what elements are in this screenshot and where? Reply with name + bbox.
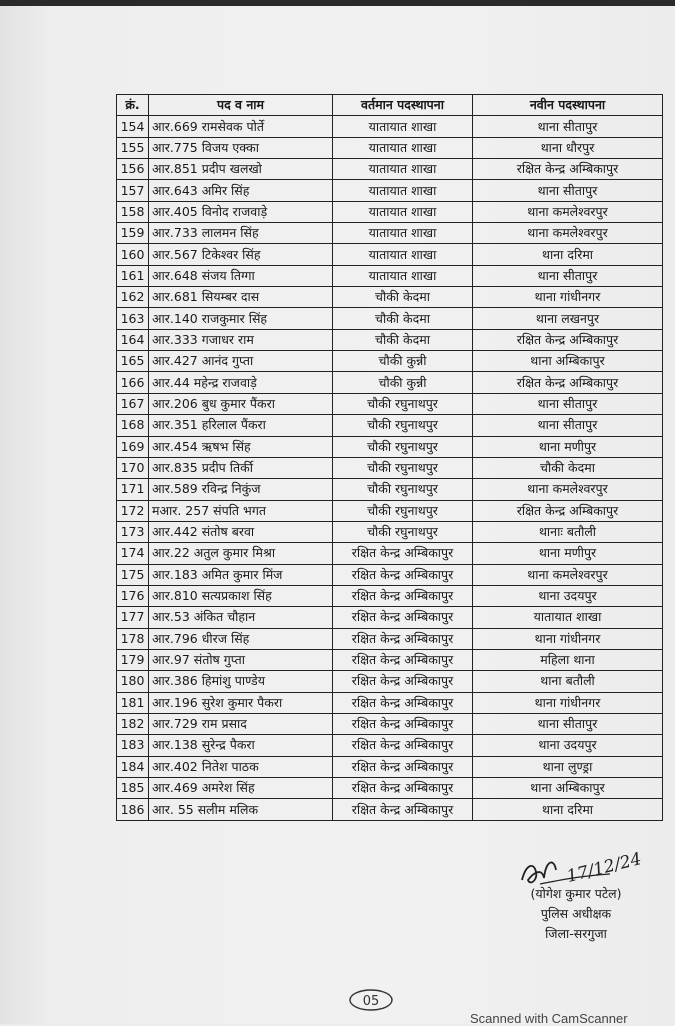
table-row: [117, 372, 663, 393]
serial-no-cell: 172: [117, 500, 149, 521]
new-posting-cell: थाना सीतापुर: [473, 116, 663, 137]
serial-no-cell: 162: [117, 287, 149, 308]
new-posting-cell: थाना सीतापुर: [473, 265, 663, 286]
new-posting-cell: रक्षित केन्द्र अम्बिकापुर: [473, 159, 663, 180]
table-row: [117, 585, 663, 606]
table-row: [117, 137, 663, 158]
table-row: [117, 799, 663, 820]
current-posting-cell: यातायात शाखा: [333, 223, 473, 244]
new-posting-cell: थाना गांधीनगर: [473, 692, 663, 713]
table-row: [117, 415, 663, 436]
serial-no-cell: 156: [117, 159, 149, 180]
post-name-cell: आर.138 सुरेन्द्र पैकरा: [149, 735, 333, 756]
serial-no-cell: 185: [117, 778, 149, 799]
table-row: [117, 329, 663, 350]
serial-no-cell: 174: [117, 543, 149, 564]
serial-no-cell: 179: [117, 649, 149, 670]
transfer-table: [116, 94, 663, 821]
current-posting-cell: यातायात शाखा: [333, 265, 473, 286]
post-name-cell: आर.405 विनोद राजवाड़े: [149, 201, 333, 222]
table-row: [117, 223, 663, 244]
serial-no-cell: 178: [117, 628, 149, 649]
serial-no-cell: 180: [117, 671, 149, 692]
new-posting-cell: थाना धौरपुर: [473, 137, 663, 158]
officer-designation: पुलिस अधीक्षक: [540, 906, 612, 921]
post-name-cell: आर.729 राम प्रसाद: [149, 713, 333, 734]
new-posting-cell: थाना अम्बिकापुर: [473, 778, 663, 799]
current-posting-cell: रक्षित केन्द्र अम्बिकापुर: [333, 735, 473, 756]
post-name-cell: आर.643 अमिर सिंह: [149, 180, 333, 201]
table-row: [117, 735, 663, 756]
table-row: [117, 201, 663, 222]
officer-name: (योगेश कुमार पटेल): [530, 886, 622, 901]
current-posting-cell: चौकी रघुनाथपुर: [333, 457, 473, 478]
post-name-cell: आर.796 धीरज सिंह: [149, 628, 333, 649]
post-name-cell: आर.196 सुरेश कुमार पैकरा: [149, 692, 333, 713]
post-name-cell: आर.669 रामसेवक पोर्ते: [149, 116, 333, 137]
post-name-cell: आर.454 ऋषभ सिंह: [149, 436, 333, 457]
current-posting-cell: रक्षित केन्द्र अम्बिकापुर: [333, 564, 473, 585]
current-posting-cell: रक्षित केन्द्र अम्बिकापुर: [333, 585, 473, 606]
new-posting-cell: रक्षित केन्द्र अम्बिकापुर: [473, 372, 663, 393]
new-posting-cell: थाना सीतापुर: [473, 713, 663, 734]
new-posting-cell: थानाः बतौली: [473, 521, 663, 542]
new-posting-cell: रक्षित केन्द्र अम्बिकापुर: [473, 500, 663, 521]
new-posting-cell: थाना कमलेश्वरपुर: [473, 564, 663, 585]
header-post-and-name: पद व नाम: [149, 95, 333, 116]
new-posting-cell: थाना अम्बिकापुर: [473, 351, 663, 372]
current-posting-cell: रक्षित केन्द्र अम्बिकापुर: [333, 692, 473, 713]
table-row: [117, 778, 663, 799]
table-row: [117, 671, 663, 692]
table-row: [117, 265, 663, 286]
new-posting-cell: महिला थाना: [473, 649, 663, 670]
scanner-watermark: Scanned with CamScanner: [470, 1011, 628, 1026]
table-header-row: [117, 95, 663, 116]
serial-no-cell: 171: [117, 479, 149, 500]
serial-no-cell: 175: [117, 564, 149, 585]
table-row: [117, 607, 663, 628]
post-name-cell: आर.442 संतोष बरवा: [149, 521, 333, 542]
table-row: [117, 479, 663, 500]
current-posting-cell: चौकी केदमा: [333, 287, 473, 308]
post-name-cell: आर.351 हरिलाल पैंकरा: [149, 415, 333, 436]
new-posting-cell: थाना कमलेश्वरपुर: [473, 479, 663, 500]
serial-no-cell: 173: [117, 521, 149, 542]
table-row: [117, 543, 663, 564]
post-name-cell: आर.775 विजय एक्का: [149, 137, 333, 158]
signature-block: [496, 884, 656, 944]
table-row: [117, 287, 663, 308]
new-posting-cell: थाना गांधीनगर: [473, 287, 663, 308]
new-posting-cell: यातायात शाखा: [473, 607, 663, 628]
serial-no-cell: 161: [117, 265, 149, 286]
new-posting-cell: थाना मणीपुर: [473, 436, 663, 457]
serial-no-cell: 154: [117, 116, 149, 137]
table-row: [117, 500, 663, 521]
new-posting-cell: थाना कमलेश्वरपुर: [473, 201, 663, 222]
post-name-cell: आर. 55 सलीम मलिक: [149, 799, 333, 820]
serial-no-cell: 163: [117, 308, 149, 329]
current-posting-cell: चौकी केदमा: [333, 329, 473, 350]
serial-no-cell: 166: [117, 372, 149, 393]
new-posting-cell: चौकी केदमा: [473, 457, 663, 478]
new-posting-cell: थाना गांधीनगर: [473, 628, 663, 649]
table-row: [117, 116, 663, 137]
post-name-cell: आर.333 गजाधर राम: [149, 329, 333, 350]
serial-no-cell: 182: [117, 713, 149, 734]
table-row: [117, 351, 663, 372]
serial-no-cell: 165: [117, 351, 149, 372]
serial-no-cell: 170: [117, 457, 149, 478]
current-posting-cell: रक्षित केन्द्र अम्बिकापुर: [333, 607, 473, 628]
current-posting-cell: चौकी रघुनाथपुर: [333, 479, 473, 500]
table-row: [117, 180, 663, 201]
serial-no-cell: 157: [117, 180, 149, 201]
post-name-cell: आर.140 राजकुमार सिंह: [149, 308, 333, 329]
current-posting-cell: चौकी कुन्नी: [333, 372, 473, 393]
serial-no-cell: 177: [117, 607, 149, 628]
table-row: [117, 393, 663, 414]
serial-no-cell: 167: [117, 393, 149, 414]
new-posting-cell: थाना उदयपुर: [473, 585, 663, 606]
serial-no-cell: 183: [117, 735, 149, 756]
new-posting-cell: थाना सीतापुर: [473, 393, 663, 414]
new-posting-cell: रक्षित केन्द्र अम्बिकापुर: [473, 329, 663, 350]
post-name-cell: आर.469 अमरेश सिंह: [149, 778, 333, 799]
new-posting-cell: थाना दरिमा: [473, 799, 663, 820]
current-posting-cell: चौकी रघुनाथपुर: [333, 436, 473, 457]
table-row: [117, 521, 663, 542]
new-posting-cell: थाना सीतापुर: [473, 415, 663, 436]
new-posting-cell: थाना दरिमा: [473, 244, 663, 265]
current-posting-cell: रक्षित केन्द्र अम्बिकापुर: [333, 713, 473, 734]
post-name-cell: आर.402 नितेश पाठक: [149, 756, 333, 777]
current-posting-cell: यातायात शाखा: [333, 137, 473, 158]
serial-no-cell: 164: [117, 329, 149, 350]
current-posting-cell: यातायात शाखा: [333, 159, 473, 180]
post-name-cell: आर.835 प्रदीप तिर्की: [149, 457, 333, 478]
new-posting-cell: थाना सीतापुर: [473, 180, 663, 201]
table-row: [117, 649, 663, 670]
serial-no-cell: 169: [117, 436, 149, 457]
post-name-cell: आर.733 लालमन सिंह: [149, 223, 333, 244]
serial-no-cell: 160: [117, 244, 149, 265]
post-name-cell: आर.183 अमित कुमार मिंज: [149, 564, 333, 585]
current-posting-cell: रक्षित केन्द्र अम्बिकापुर: [333, 778, 473, 799]
post-name-cell: आर.206 बुध कुमार पैंकरा: [149, 393, 333, 414]
current-posting-cell: रक्षित केन्द्र अम्बिकापुर: [333, 543, 473, 564]
post-name-cell: आर.589 रविन्द्र निकुंज: [149, 479, 333, 500]
post-name-cell: आर.810 सत्यप्रकाश सिंह: [149, 585, 333, 606]
page-number-mark: [346, 986, 396, 1014]
post-name-cell: आर.427 आनंद गुप्ता: [149, 351, 333, 372]
post-name-cell: आर.851 प्रदीप खलखो: [149, 159, 333, 180]
post-name-cell: आर.97 संतोष गुप्ता: [149, 649, 333, 670]
current-posting-cell: चौकी रघुनाथपुर: [333, 393, 473, 414]
current-posting-cell: रक्षित केन्द्र अम्बिकापुर: [333, 628, 473, 649]
serial-no-cell: 186: [117, 799, 149, 820]
post-name-cell: आर.567 टिकेश्वर सिंह: [149, 244, 333, 265]
serial-no-cell: 181: [117, 692, 149, 713]
current-posting-cell: रक्षित केन्द्र अम्बिकापुर: [333, 649, 473, 670]
post-name-cell: आर.44 महेन्द्र राजवाड़े: [149, 372, 333, 393]
page-number-text: 05: [362, 994, 380, 1009]
table-row: [117, 159, 663, 180]
table-row: [117, 756, 663, 777]
current-posting-cell: चौकी केदमा: [333, 308, 473, 329]
new-posting-cell: थाना लखनपुर: [473, 308, 663, 329]
current-posting-cell: चौकी रघुनाथपुर: [333, 500, 473, 521]
serial-no-cell: 159: [117, 223, 149, 244]
current-posting-cell: चौकी रघुनाथपुर: [333, 521, 473, 542]
new-posting-cell: थाना मणीपुर: [473, 543, 663, 564]
table-row: [117, 308, 663, 329]
post-name-cell: आर.386 हिमांशु पाण्डेय: [149, 671, 333, 692]
serial-no-cell: 158: [117, 201, 149, 222]
table-row: [117, 244, 663, 265]
serial-no-cell: 155: [117, 137, 149, 158]
serial-no-cell: 176: [117, 585, 149, 606]
current-posting-cell: यातायात शाखा: [333, 180, 473, 201]
current-posting-cell: रक्षित केन्द्र अम्बिकापुर: [333, 799, 473, 820]
header-new-posting: नवीन पदस्थापना: [473, 95, 663, 116]
new-posting-cell: थाना लुण्ड्रा: [473, 756, 663, 777]
header-current-posting: वर्तमान पदस्थापना: [333, 95, 473, 116]
signature-date: 17/12/24: [564, 849, 644, 887]
new-posting-cell: थाना उदयपुर: [473, 735, 663, 756]
table-row: [117, 457, 663, 478]
header-serial-no: क्रं.: [117, 95, 149, 116]
table-row: [117, 692, 663, 713]
post-name-cell: आर.53 अंकित चौहान: [149, 607, 333, 628]
table-row: [117, 628, 663, 649]
new-posting-cell: थाना कमलेश्वरपुर: [473, 223, 663, 244]
current-posting-cell: यातायात शाखा: [333, 201, 473, 222]
table-row: [117, 713, 663, 734]
current-posting-cell: रक्षित केन्द्र अम्बिकापुर: [333, 671, 473, 692]
table-row: [117, 436, 663, 457]
table-row: [117, 564, 663, 585]
post-name-cell: मआर. 257 संपति भगत: [149, 500, 333, 521]
serial-no-cell: 184: [117, 756, 149, 777]
current-posting-cell: चौकी रघुनाथपुर: [333, 415, 473, 436]
current-posting-cell: रक्षित केन्द्र अम्बिकापुर: [333, 756, 473, 777]
new-posting-cell: थाना बतौली: [473, 671, 663, 692]
serial-no-cell: 168: [117, 415, 149, 436]
post-name-cell: आर.22 अतुल कुमार मिश्रा: [149, 543, 333, 564]
current-posting-cell: चौकी कुन्नी: [333, 351, 473, 372]
current-posting-cell: यातायात शाखा: [333, 116, 473, 137]
post-name-cell: आर.681 सियम्बर दास: [149, 287, 333, 308]
officer-district: जिला-सरगुजा: [545, 926, 607, 941]
current-posting-cell: यातायात शाखा: [333, 244, 473, 265]
post-name-cell: आर.648 संजय तिग्गा: [149, 265, 333, 286]
